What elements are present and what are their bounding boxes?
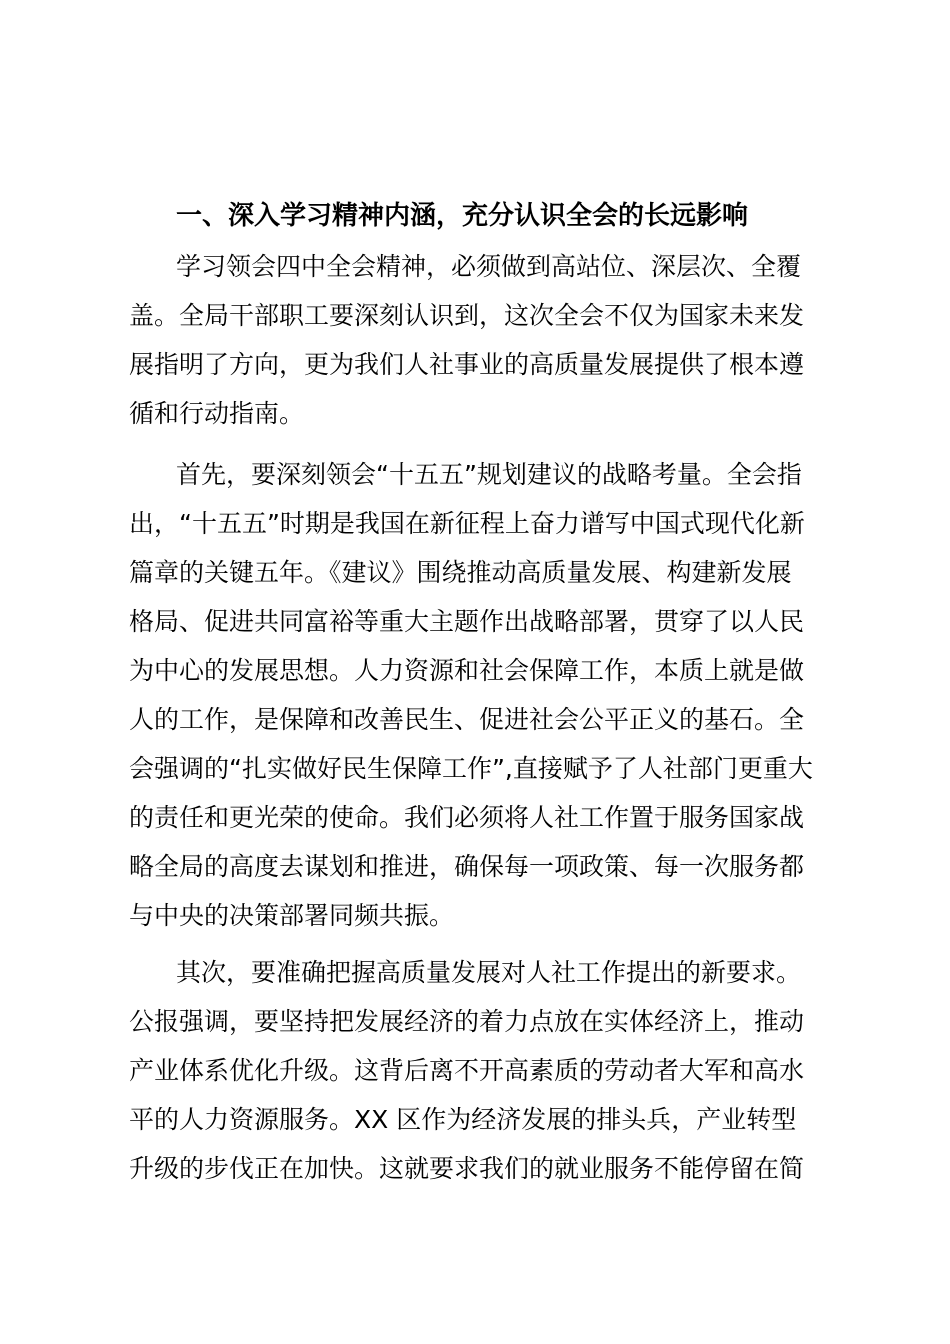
paragraph-2-line-3: 篇章的关键五年。《建议》围绕推动高质量发展、构建新发展 (129, 558, 792, 587)
paragraph-2-line-1: 首先，要深刻领会“十五五”规划建议的战略考量。全会指 (176, 460, 802, 489)
paragraph-1-line-4: 循和行动指南。 (129, 399, 305, 428)
paragraph-3-line-4: 平的人力资源服务。XX 区作为经济发展的排头兵，产业转型 (129, 1105, 797, 1134)
paragraph-3-line-2: 公报强调，要坚持把发展经济的着力点放在实体经济上，推动 (129, 1007, 805, 1036)
paragraph-2-line-10: 与中央的决策部署同频共振。 (129, 901, 455, 930)
paragraph-3-line-1: 其次，要准确把握高质量发展对人社工作提出的新要求。 (176, 958, 802, 987)
paragraph-2-line-7: 会强调的“扎实做好民生保障工作”,直接赋予了人社部门更重大 (129, 754, 813, 783)
paragraph-3-line-5: 升级的步伐正在加快。这就要求我们的就业服务不能停留在简 (129, 1154, 805, 1183)
paragraph-2-line-5: 为中心的发展思想。人力资源和社会保障工作，本质上就是做 (129, 656, 805, 685)
paragraph-2-line-8: 的责任和更光荣的使命。我们必须将人社工作置于服务国家战 (129, 803, 805, 832)
paragraph-2-line-9: 略全局的高度去谋划和推进，确保每一项政策、每一次服务都 (129, 852, 805, 881)
section-heading: 一、深入学习精神内涵，充分认识全会的长远影响 (176, 201, 749, 231)
paragraph-1-line-2: 盖。全局干部职工要深刻认识到，这次全会不仅为国家未来发 (129, 301, 805, 330)
paragraph-3-line-3: 产业体系优化升级。这背后离不开高素质的劳动者大军和高水 (129, 1056, 805, 1085)
paragraph-1-line-3: 展指明了方向，更为我们人社事业的高质量发展提供了根本遵 (129, 350, 805, 379)
paragraph-2-line-6: 人的工作，是保障和改善民生、促进社会公平正义的基石。全 (129, 705, 805, 734)
paragraph-2-line-4: 格局、促进共同富裕等重大主题作出战略部署，贯穿了以人民 (129, 607, 805, 636)
paragraph-2-line-2: 出，“十五五”时期是我国在新征程上奋力谱写中国式现代化新 (129, 509, 805, 538)
paragraph-1-line-1: 学习领会四中全会精神，必须做到高站位、深层次、全覆 (176, 252, 802, 281)
